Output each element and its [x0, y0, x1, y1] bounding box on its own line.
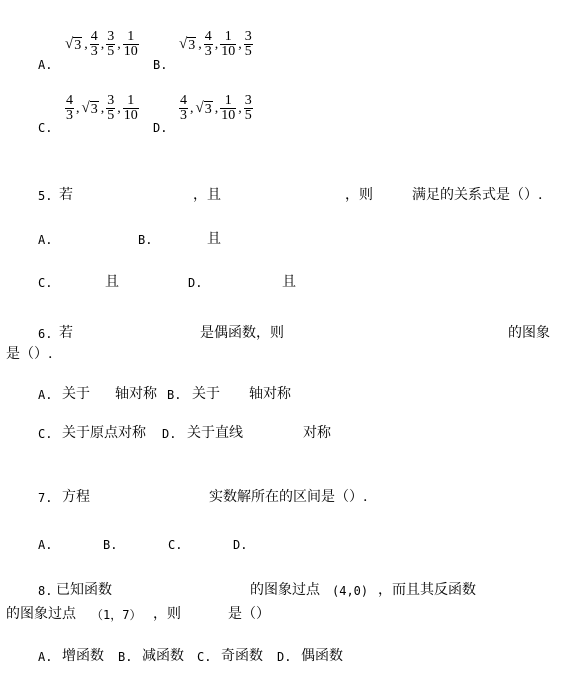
denominator: 10 [123, 108, 138, 123]
q8-option-d-label: D. [277, 650, 292, 664]
q6-option-c-text: 关于原点对称 [62, 425, 146, 441]
radicand: 3 [90, 102, 98, 117]
radical-sign-icon: √ [81, 100, 90, 116]
denominator: 5 [244, 44, 252, 59]
numerator: 4 [180, 93, 187, 108]
q5-number: 5. [38, 189, 53, 203]
radicand: 3 [74, 38, 82, 53]
radicand: 3 [204, 102, 212, 117]
fraction [244, 94, 253, 123]
denominator: 3 [66, 108, 73, 123]
comma: , [117, 100, 121, 116]
q7-option-b-label: B. [103, 538, 118, 552]
q4-option-d-expression [178, 94, 254, 123]
q4-option-c-expression [64, 94, 140, 123]
q7-option-c-label: C. [168, 538, 183, 552]
q6-option-d-text1: 关于直线 [187, 425, 243, 441]
q6-option-b-label: B. [167, 388, 182, 402]
q6-option-b-text2: 轴对称 [249, 386, 291, 402]
q5-text-part1: 若 [59, 187, 73, 203]
denominator: 10 [221, 108, 236, 123]
fraction [106, 30, 115, 59]
q6-option-b-text1: 关于 [192, 386, 220, 402]
comma: , [238, 36, 242, 52]
q5-option-b-label: B. [138, 233, 153, 247]
comma: , [117, 36, 121, 52]
numerator: 1 [224, 29, 232, 44]
q5-option-b-and: 且 [207, 231, 221, 247]
fraction [90, 30, 99, 59]
numerator: 4 [204, 29, 212, 44]
numerator: 1 [127, 29, 135, 44]
fraction [106, 94, 115, 123]
comma: , [76, 100, 80, 116]
q7-number: 7. [38, 491, 53, 505]
q6-option-d-text2: 对称 [303, 425, 331, 441]
comma: , [214, 100, 219, 116]
fraction [65, 94, 74, 123]
comma: , [190, 100, 194, 116]
denominator: 10 [221, 44, 236, 59]
square-root [179, 36, 196, 53]
denominator: 5 [107, 44, 115, 59]
comma: , [84, 36, 88, 52]
q8-option-c-label: C. [197, 650, 212, 664]
numerator: 4 [66, 93, 73, 108]
fraction [123, 30, 139, 59]
q4-option-d-label: D. [153, 121, 168, 135]
numerator: 4 [90, 29, 98, 44]
q5-option-a-label: A. [38, 233, 53, 247]
q8-text-part2: 的图象过点 [250, 582, 320, 598]
fraction [220, 30, 236, 59]
fraction [244, 30, 253, 59]
numerator: 1 [127, 93, 135, 108]
q8-option-d-text: 偶函数 [301, 648, 343, 664]
q4-option-b-label: B. [153, 58, 168, 72]
denominator: 3 [90, 44, 98, 59]
q5-option-d-label: D. [188, 276, 203, 290]
comma: , [100, 36, 105, 52]
q8-point-1: (4,0) [332, 584, 369, 598]
q8-option-a-text: 增函数 [62, 648, 104, 664]
q8-text-part3: ，而且其反函数 [378, 582, 476, 598]
numerator: 1 [224, 93, 232, 108]
q6-option-c-label: C. [38, 427, 53, 441]
denominator: 3 [204, 44, 212, 59]
q6-text-part3: 的图象 [508, 325, 550, 341]
q6-text-part2: 是偶函数，则 [200, 325, 284, 341]
q8-option-b-text: 减函数 [142, 648, 184, 664]
q5-text-part2: ，且 [193, 187, 221, 203]
q5-option-d-and: 且 [282, 274, 296, 290]
q8-option-a-label: A. [38, 650, 53, 664]
q5-option-c-label: C. [38, 276, 53, 290]
numerator: 3 [107, 29, 115, 44]
numerator: 3 [244, 29, 252, 44]
q5-text-part4: 满足的关系式是（）. [412, 187, 543, 203]
q8-point-2: （1，7） [91, 608, 142, 622]
fraction [204, 30, 213, 59]
square-root [65, 36, 82, 53]
q5-option-c-and: 且 [105, 274, 119, 290]
numerator: 3 [244, 93, 252, 108]
q6-text-part4: 是（）. [6, 346, 53, 362]
fraction [220, 94, 236, 123]
radical-sign-icon: √ [65, 36, 74, 52]
fraction [179, 94, 188, 123]
q7-option-d-label: D. [233, 538, 248, 552]
q4-option-c-label: C. [38, 121, 53, 135]
q4-option-a-label: A. [38, 58, 53, 72]
q7-text-part1: 方程 [62, 489, 90, 505]
q8-number: 8. [38, 584, 53, 598]
q8-text-part1: 已知函数 [56, 582, 112, 598]
comma: , [238, 100, 242, 116]
q6-option-d-label: D. [162, 427, 177, 441]
denominator: 3 [180, 108, 187, 123]
comma: , [198, 36, 202, 52]
q8-text-part4: 的图象过点 [6, 606, 76, 622]
q8-text-part6: 是（） [228, 606, 270, 622]
q8-text-part5: ，则 [153, 606, 181, 622]
q4-option-b-expression [178, 30, 254, 59]
denominator: 5 [107, 108, 115, 123]
radical-sign-icon: √ [179, 36, 188, 52]
q7-option-a-label: A. [38, 538, 53, 552]
q7-text-part2: 实数解所在的区间是（）. [209, 489, 368, 505]
q6-option-a-label: A. [38, 388, 53, 402]
denominator: 5 [244, 108, 252, 123]
fraction [123, 94, 139, 123]
q8-option-b-label: B. [118, 650, 133, 664]
q6-option-a-text1: 关于 [62, 386, 90, 402]
q4-option-a-expression [64, 30, 140, 59]
comma: , [100, 100, 105, 116]
q5-text-part3: ，则 [345, 187, 373, 203]
square-root [82, 100, 99, 117]
radicand: 3 [188, 38, 196, 53]
q8-option-c-text: 奇函数 [221, 648, 263, 664]
numerator: 3 [107, 93, 115, 108]
q6-option-a-text2: 轴对称 [115, 386, 157, 402]
radical-sign-icon: √ [195, 100, 204, 116]
comma: , [214, 36, 219, 52]
denominator: 10 [123, 44, 138, 59]
square-root [196, 100, 213, 117]
q6-number: 6. [38, 327, 53, 341]
q6-text-part1: 若 [59, 325, 73, 341]
